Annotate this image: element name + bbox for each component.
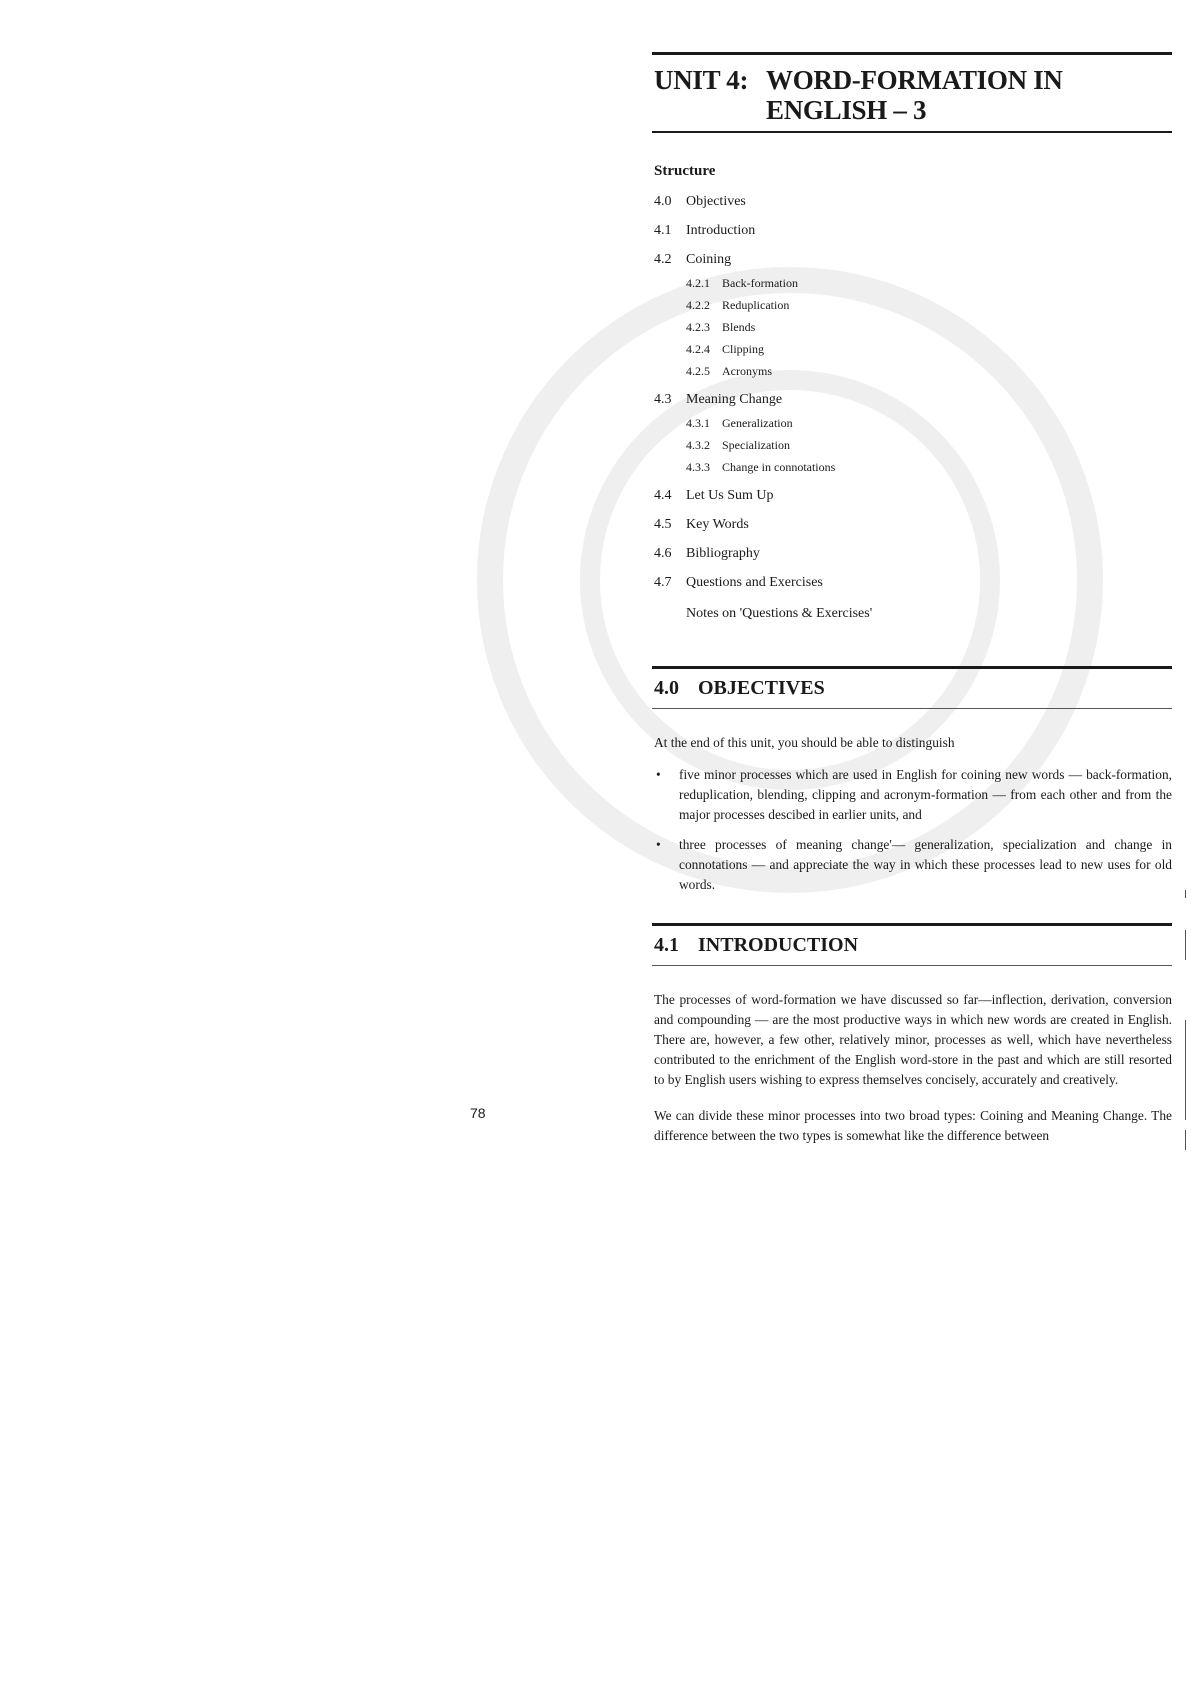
page-number: 78 bbox=[470, 1105, 486, 1121]
toc-item-number: 4.0 bbox=[654, 194, 672, 209]
toc-item-label: Key Words bbox=[686, 517, 749, 532]
toc-subitem-label: Specialization bbox=[722, 438, 790, 452]
toc-subitem-number: 4.2.4 bbox=[686, 342, 710, 356]
toc-subitem-number: 4.2.2 bbox=[686, 298, 710, 312]
toc-item-label: Let Us Sum Up bbox=[686, 488, 774, 503]
unit-label: UNIT 4: bbox=[654, 65, 749, 95]
section-bottom-rule bbox=[652, 708, 1172, 709]
toc-subitem-number: 4.3.1 bbox=[686, 416, 710, 430]
toc-item-number: 4.2 bbox=[654, 252, 672, 267]
page-content bbox=[652, 52, 1172, 1146]
section-number: 4.1 bbox=[654, 934, 679, 956]
section-objectives bbox=[652, 666, 1172, 895]
toc-item-number: 4.3 bbox=[654, 392, 672, 407]
toc-subitem bbox=[652, 416, 1172, 438]
toc-subitem-label: Blends bbox=[722, 320, 756, 334]
section-bottom-rule bbox=[652, 965, 1172, 966]
toc-subitem bbox=[652, 276, 1172, 298]
toc-subitem bbox=[652, 438, 1172, 460]
objectives-intro: At the end of this unit, you should be able to distinguish bbox=[654, 735, 955, 750]
section-heading bbox=[652, 669, 1172, 708]
toc-item bbox=[652, 517, 1172, 546]
toc-item-label: Objectives bbox=[686, 194, 746, 209]
toc-item-label: Introduction bbox=[686, 223, 756, 238]
toc-subitem bbox=[652, 460, 1172, 482]
unit-title bbox=[652, 55, 1172, 131]
unit-title-line1: WORD-FORMATION IN bbox=[766, 65, 1063, 95]
unit-title-text bbox=[766, 65, 1063, 125]
toc-item-number: 4.6 bbox=[654, 546, 672, 561]
structure-heading: Structure bbox=[654, 163, 716, 179]
bullet-text: five minor processes which are used in English for coining new words — back-formation, reduplication, blending, clipping and acronym-formation — from each other and from the major processes descibed in earlier units, and bbox=[679, 767, 1172, 822]
bullet-icon: • bbox=[656, 767, 661, 782]
toc-subitem-number: 4.2.5 bbox=[686, 364, 710, 378]
toc-subitem-label: Change in connotations bbox=[722, 460, 836, 474]
section-introduction bbox=[652, 923, 1172, 1146]
toc-item-label: Bibliography bbox=[686, 546, 760, 561]
bullet-icon: • bbox=[656, 837, 661, 852]
toc-item bbox=[652, 546, 1172, 575]
toc-subitem bbox=[652, 298, 1172, 320]
toc-subitem-label: Back-formation bbox=[722, 276, 798, 290]
section-heading bbox=[652, 926, 1172, 965]
list-item bbox=[652, 835, 1172, 895]
scan-margin-marks bbox=[1180, 890, 1186, 1150]
introduction-paragraph-1: The processes of word-formation we have discussed so far—inflection, derivation, conversion and compounding — are the most productive ways in which new words are created in English. There are, however, a few other, relatively minor, processes as well, which have nevertheless contributed to the enrichment of the English word-store in the past and which are still resorted to by English users wishing to express themselves concisely, accurately and creatively. bbox=[654, 992, 1172, 1087]
toc-subitem-label: Acronyms bbox=[722, 364, 772, 378]
section-number: 4.0 bbox=[654, 677, 679, 699]
toc-subitem-number: 4.3.3 bbox=[686, 460, 710, 474]
toc-subitem-number: 4.3.2 bbox=[686, 438, 710, 452]
header-bottom-rule bbox=[652, 131, 1172, 133]
toc-subitem-label: Generalization bbox=[722, 416, 793, 430]
objectives-list bbox=[652, 765, 1172, 895]
introduction-paragraph-2: We can divide these minor processes into two broad types: Coining and Meaning Change. The difference between the two types is somewhat like the difference between bbox=[654, 1108, 1172, 1143]
toc-item-label: Coining bbox=[686, 252, 732, 267]
toc-item-number: 4.7 bbox=[654, 575, 672, 590]
table-of-contents bbox=[652, 194, 1172, 632]
section-title: OBJECTIVES bbox=[698, 677, 825, 699]
toc-item bbox=[652, 392, 1172, 416]
unit-header bbox=[652, 52, 1172, 133]
toc-subitem bbox=[652, 320, 1172, 342]
toc-item bbox=[652, 488, 1172, 517]
toc-item bbox=[652, 194, 1172, 223]
toc-item-number: 4.5 bbox=[654, 517, 672, 532]
unit-title-line2: ENGLISH – 3 bbox=[766, 95, 927, 125]
toc-subitem-label: Clipping bbox=[722, 342, 765, 356]
toc-item bbox=[652, 575, 1172, 604]
bullet-text: three processes of meaning change'— generalization, specialization and change in connotations — and appreciate the way in which these processes lead to new uses for old words. bbox=[679, 837, 1172, 892]
toc-item-number: 4.1 bbox=[654, 223, 672, 238]
toc-note: Notes on 'Questions & Exercises' bbox=[686, 606, 873, 621]
toc-item bbox=[652, 223, 1172, 252]
toc-item-label: Meaning Change bbox=[686, 392, 783, 407]
toc-subitem-label: Reduplication bbox=[722, 298, 790, 312]
toc-subitem-number: 4.2.1 bbox=[686, 276, 710, 290]
toc-subitem bbox=[652, 364, 1172, 386]
toc-item-number: 4.4 bbox=[654, 488, 672, 503]
toc-item bbox=[652, 252, 1172, 276]
toc-subitem bbox=[652, 342, 1172, 364]
list-item bbox=[652, 765, 1172, 825]
section-title: INTRODUCTION bbox=[698, 934, 859, 956]
toc-subitem-number: 4.2.3 bbox=[686, 320, 710, 334]
toc-item-label: Questions and Exercises bbox=[686, 575, 823, 590]
